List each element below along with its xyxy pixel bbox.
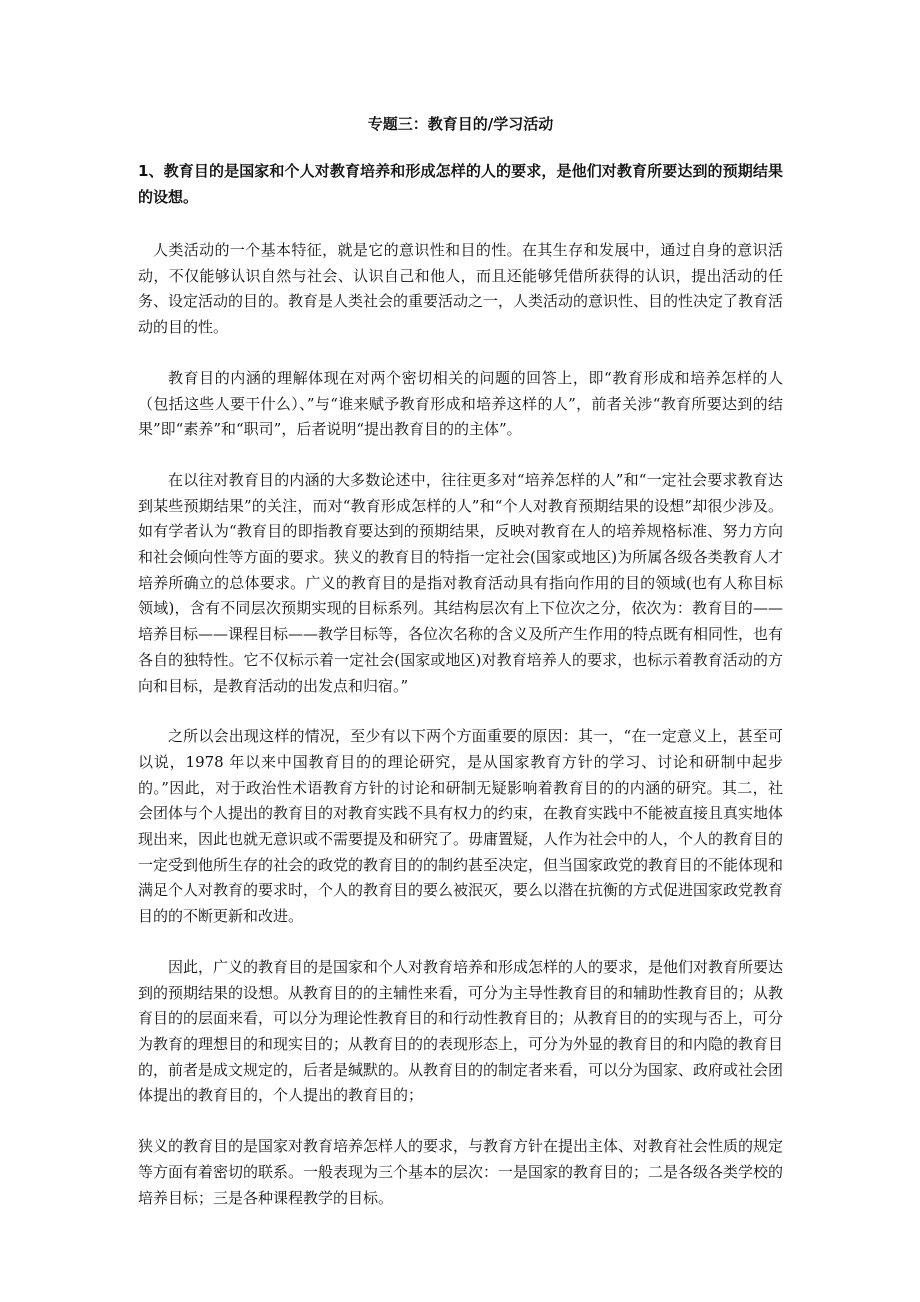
paragraph: 之所以会出现这样的情况，至少有以下两个方面重要的原因：其一，“在一定意义上，甚至可以说，1978 年以来中国教育目的的理论研究，是从国家教育方针的学习、讨论和研制中起步的。”因此，对于政治性术语教育方针的讨论和研制无疑影响着教育目的的内涵的研究。其二，社会团体与个人提出的教育目的对教育实践不具有权力的约束，在教育实践中不能被直接且真实地体现出来，因此也就无意识或不需要提及和研究了。毋庸置疑，人作为社会中的人，个人的教育目的一定受到他所生存的社会的政党的教育目的的制约甚至决定，但当国家政党的教育目的不能体现和满足个人对教育的要求时，个人的教育目的要么被泯灭，要么以潜在抗衡的方式促进国家政党教育目的的不断更新和改进。 bbox=[138, 727, 784, 926]
paragraph: 人类活动的一个基本特征，就是它的意识性和目的性。在其生存和发展中，通过自身的意识活动，不仅能够认识自然与社会、认识自己和他人，而且还能够凭借所获得的认识，提出活动的任务、设定活动的目的。教育是人类社会的重要活动之一，人类活动的意识性、目的性决定了教育活动的目的性。 bbox=[138, 241, 784, 337]
paragraph: 在以往对教育目的内涵的大多数论述中，往往更多对“培养怎样的人”和“一定社会要求教育达到某些预期结果”的关注，而对“教育形成怎样的人”和“个人对教育预期结果的设想”却很少涉及。如有学者认为“教育目的即指教育要达到的预期结果，反映对教育在人的培养规格标准、努力方向和社会倾向性等方面的要求。狭义的教育目的特指一定社会(国家或地区)为所属各级各类教育人才培养所确立的总体要求。广义的教育目的是指对教育活动具有指向作用的目的领域(也有人称目标领域)，含有不同层次预期实现的目标系列。其结构层次有上下位次之分，依次为：教育目的——培养目标——课程目标——教学目标等，各位次名称的含义及所产生作用的特点既有相同性，也有各自的独特性。它不仅标示着一定社会(国家或地区)对教育培养人的要求，也标示着教育活动的方向和目标，是教育活动的出发点和归宿。” bbox=[138, 470, 784, 695]
paragraph: 教育目的内涵的理解体现在对两个密切相关的问题的回答上，即“教育形成和培养怎样的人（包括这些人要干什么）、”与“谁来赋予教育形成和培养这样的人”，前者关涉“教育所要达到的结果”即“素养”和“职司”，后者说明“提出教育目的的主体”。 bbox=[138, 368, 783, 439]
document-title: 专题三：教育目的/学习活动 bbox=[367, 115, 554, 133]
paragraph: 因此，广义的教育目的是国家和个人对教育培养和形成怎样的人的要求，是他们对教育所要达到的预期结果的设想。从教育目的的主辅性来看，可分为主导性教育目的和辅助性教育目的；从教育目的的层面来看，可以分为理论性教育目的和行动性教育目的；从教育目的的实现与否上，可分为教育的理想目的和现实目的；从教育目的的表现形态上，可分为外显的教育目的和内隐的教育目的，前者是成文规定的，后者是缄默的。从教育目的的制定者来看，可以分为国家、政府或社会团体提出的教育目的，个人提出的教育目的； bbox=[138, 957, 784, 1105]
paragraph: 狭义的教育目的是国家对教育培养怎样人的要求，与教育方针在提出主体、对教育社会性质的规定等方面有着密切的联系。一般表现为三个基本的层次：一是国家的教育目的；二是各级各类学校的培养目标；三是各种课程教学的目标。 bbox=[138, 1137, 784, 1207]
section-heading: 1、教育目的是国家和个人对教育培养和形成怎样的人的要求，是他们对教育所要达到的预期结果的设想。 bbox=[138, 162, 783, 206]
document-page bbox=[138, 112, 783, 1236]
